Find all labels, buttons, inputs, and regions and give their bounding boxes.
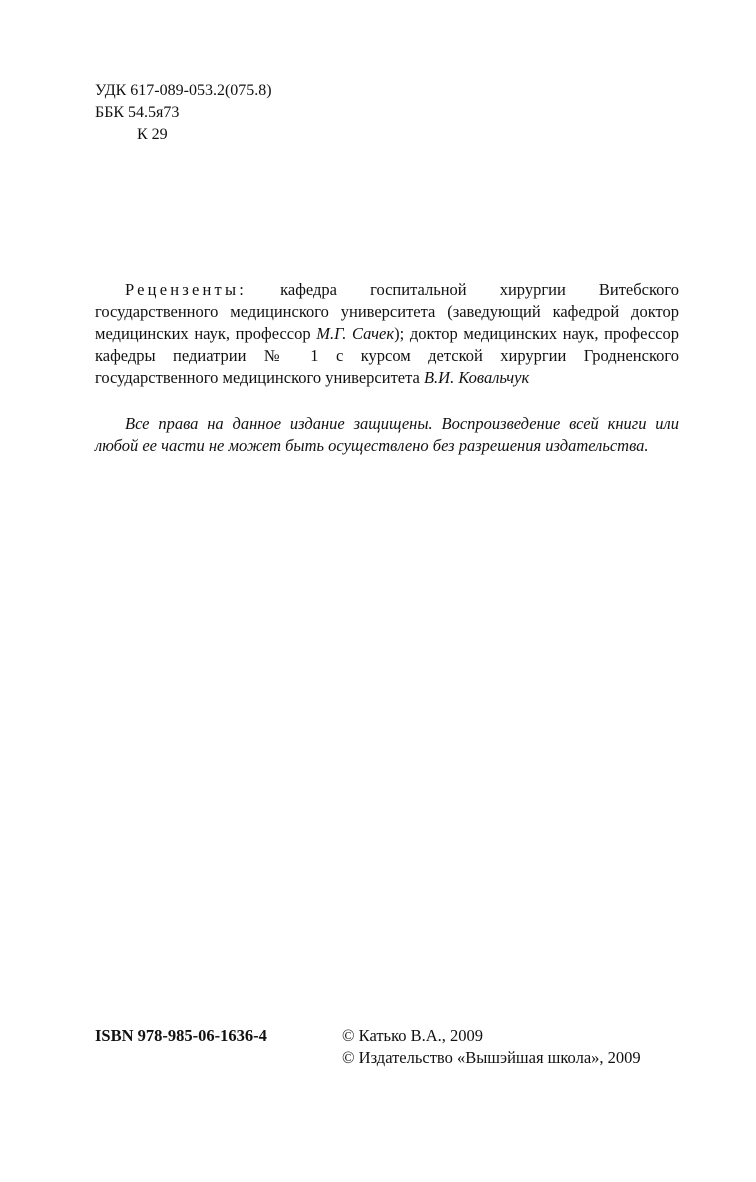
reviewers-text-2: ); доктор медицинских наук, профессор кафедры педиатрии № 1 с курсом детской хирургии Гродненского государственного медицинского университета: [95, 323, 679, 387]
reviewers-text-1: кафедра госпитальной хирургии Витебского государственного медицинского университета (заведующий кафедрой доктор медицинских наук, профессор: [95, 279, 679, 343]
isbn-number: ISBN 978-985-06-1636-4: [95, 1026, 267, 1045]
copyright-block: [342, 1025, 641, 1069]
rights-notice: Все права на данное издание защищены. Воспроизведение всей книги или любой ее части не может быть осуществлено без разрешения издательства.: [95, 413, 679, 455]
copyright-author: © Катько В.А., 2009: [342, 1026, 484, 1045]
reviewers-paragraph: [95, 279, 679, 389]
udk-code: УДК 617-089-053.2(075.8): [95, 82, 272, 99]
classification-block: [95, 80, 272, 146]
reviewers-label: Рецензенты:: [125, 279, 248, 299]
reviewer-name-2: В.И. Ковальчук: [423, 367, 530, 387]
reviewer-name-1: М.Г. Сачек: [316, 323, 395, 343]
author-mark: К 29: [137, 126, 168, 143]
copyright-publisher: © Издательство «Вышэйшая школа», 2009: [342, 1048, 641, 1067]
bbk-code: ББК 54.5я73: [95, 104, 180, 121]
